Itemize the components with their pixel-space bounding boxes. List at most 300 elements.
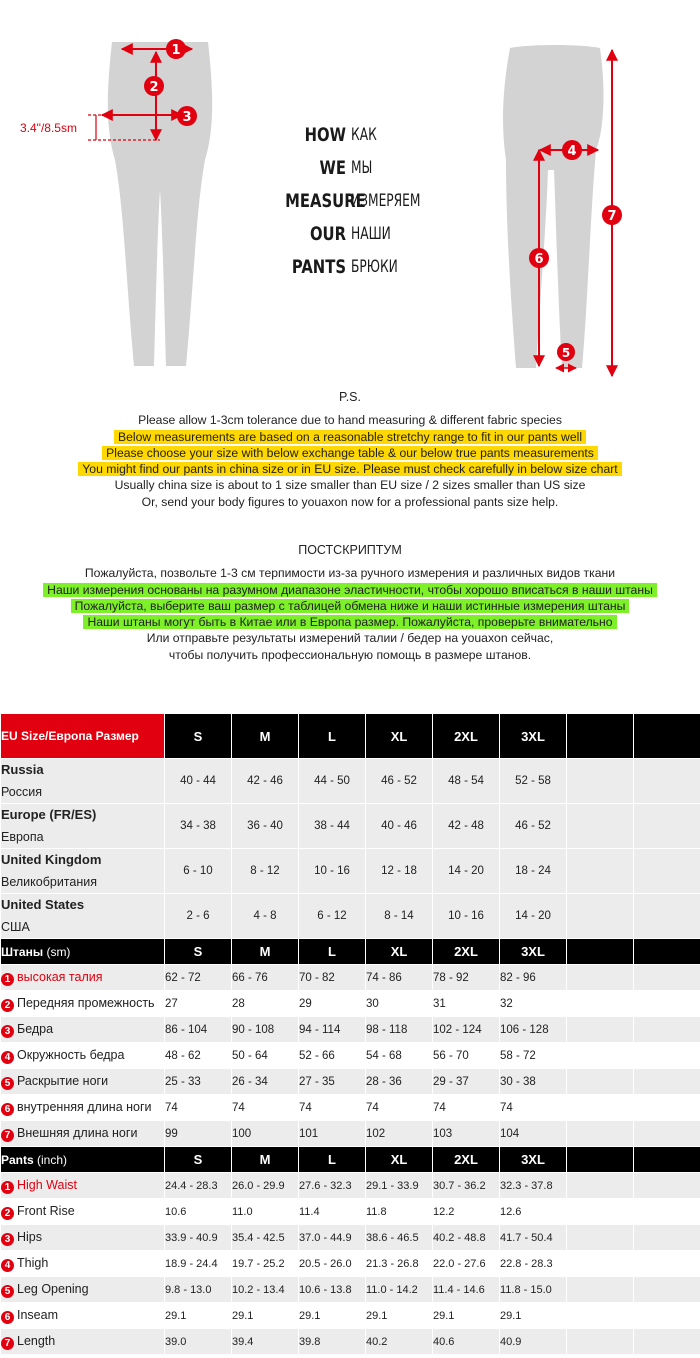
measurement-number-badge: 5 [1,1077,14,1090]
svg-text:1: 1 [171,43,181,58]
svg-text:3: 3 [182,110,192,125]
section-unit: (inch) [33,1152,68,1167]
measurement-value-cell [634,1225,700,1251]
measurement-number-badge: 5 [1,1285,14,1298]
size-value-cell: 40 - 44 [165,759,232,804]
measurement-value-cell: 74 [500,1095,567,1121]
measurement-value-cell [567,1277,634,1303]
size-value-cell [567,759,634,804]
measurement-value-cell: 82 - 96 [500,965,567,991]
measurement-label-cell [1,1095,165,1121]
note-line [0,429,700,445]
size-header-cell: S [165,714,232,759]
measurement-label: Окружность бедра [17,1047,125,1062]
size-header-cell: L [299,939,366,965]
measurement-row [1,1069,700,1095]
header-label-cell: EU Size/Европа Размер [1,714,165,759]
size-value-cell: 36 - 40 [232,804,299,849]
measurement-value-cell [634,1017,700,1043]
measurement-value-cell: 40.2 - 48.8 [433,1225,500,1251]
size-value-cell: 8 - 12 [232,849,299,894]
measurement-value-cell: 30.7 - 36.2 [433,1173,500,1199]
note-text: Usually china size is about to 1 size smaller than EU size / 2 sizes smaller than US size [114,478,586,493]
notes-title: P.S. [338,390,361,404]
note-text: Or, send your body figures to youaxon now for a professional pants size help. [141,494,559,509]
measurement-value-cell: 29.1 [433,1303,500,1329]
measurement-value-cell: 100 [232,1121,299,1147]
measurement-value-cell: 40.6 [433,1329,500,1355]
measurement-value-cell: 39.8 [299,1329,366,1355]
size-value-cell: 38 - 44 [299,804,366,849]
measurement-value-cell: 11.4 - 14.6 [433,1277,500,1303]
measurement-number-badge: 7 [1,1129,14,1142]
measurement-value-cell: 29 - 37 [433,1069,500,1095]
measurement-value-cell: 29.1 [165,1303,232,1329]
measurement-row [1,1199,700,1225]
measurement-value-cell: 11.0 - 14.2 [366,1277,433,1303]
measurement-value-cell [567,1043,634,1069]
size-header-cell [567,714,634,759]
measurement-number-badge: 6 [1,1311,14,1324]
measurement-label-cell [1,965,165,991]
size-header-row [1,939,700,965]
measurement-value-cell: 10.2 - 13.4 [232,1277,299,1303]
measurement-value-cell: 29.1 [500,1303,567,1329]
note-text: Пожалуйста, позвольте 1-3 см терпимости из-за ручного измерения и различных видов ткани [84,566,616,581]
measurement-value-cell: 24.4 - 28.3 [165,1173,232,1199]
measurement-value-cell: 29 [299,991,366,1017]
measurement-row [1,1173,700,1199]
size-header-cell: S [165,939,232,965]
measurement-value-cell: 30 [366,991,433,1017]
measurement-value-cell: 90 - 108 [232,1017,299,1043]
measurement-value-cell: 70 - 82 [299,965,366,991]
measurement-value-cell: 22.8 - 28.3 [500,1251,567,1277]
measurement-value-cell: 39.0 [165,1329,232,1355]
title-row [268,151,448,184]
measurement-value-cell: 10.6 - 13.8 [299,1277,366,1303]
measurement-value-cell: 48 - 62 [165,1043,232,1069]
measurement-value-cell: 11.4 [299,1199,366,1225]
region-label-cell [1,804,165,849]
size-value-cell [634,759,700,804]
measurement-label: Hips [17,1229,43,1244]
measurement-value-cell [567,991,634,1017]
measurement-value-cell: 106 - 128 [500,1017,567,1043]
measurement-value-cell: 58 - 72 [500,1043,567,1069]
measurement-value-cell [634,1121,700,1147]
measurement-value-cell: 29.1 [366,1303,433,1329]
measurement-value-cell [567,1069,634,1095]
size-header-cell: XL [366,714,433,759]
measurement-value-cell [634,1069,700,1095]
measurement-row [1,991,700,1017]
measurement-value-cell: 11.8 - 15.0 [500,1277,567,1303]
size-header-cell [634,1147,700,1173]
measurement-value-cell: 38.6 - 46.5 [366,1225,433,1251]
measurement-value-cell [567,965,634,991]
region-row [1,804,700,849]
note-line [0,445,700,461]
note-line [0,630,700,646]
size-value-cell [634,894,700,939]
measurement-value-cell [634,965,700,991]
size-value-cell: 12 - 18 [366,849,433,894]
measurement-value-cell: 26.0 - 29.9 [232,1173,299,1199]
measurement-value-cell: 37.0 - 44.9 [299,1225,366,1251]
measurement-value-cell [567,1017,634,1043]
measurement-value-cell: 98 - 118 [366,1017,433,1043]
measurement-number-badge: 7 [1,1337,14,1350]
size-value-cell: 40 - 46 [366,804,433,849]
measurement-value-cell: 99 [165,1121,232,1147]
size-header-cell: L [299,714,366,759]
measurement-value-cell: 33.9 - 40.9 [165,1225,232,1251]
title-ru: МЫ [351,157,373,178]
measurement-row [1,1043,700,1069]
region-name-en: Europe (FR/ES) [1,807,97,822]
measurement-value-cell: 56 - 70 [433,1043,500,1069]
size-header-cell: XL [366,939,433,965]
measurement-value-cell [634,1043,700,1069]
measurement-label-cell [1,1043,165,1069]
title-en: WE [319,156,346,179]
region-name-en: United Kingdom [1,852,102,867]
rise-offset-label: 3.4"/8.5sm [20,121,77,135]
note-text: Пожалуйста, выберите ваш размер с таблицей обмена ниже и наши истинные измерения штаны [71,599,630,613]
measurement-value-cell: 35.4 - 42.5 [232,1225,299,1251]
section-title: Pants [1,1152,34,1167]
title-row [268,118,448,151]
measurement-value-cell [567,1173,634,1199]
measurement-value-cell: 40.9 [500,1329,567,1355]
measurement-label-cell [1,1277,165,1303]
size-value-cell: 42 - 48 [433,804,500,849]
measurement-row [1,1017,700,1043]
measurement-label: High Waist [17,1177,77,1192]
note-line [0,494,700,510]
measurement-row [1,1095,700,1121]
measurement-value-cell: 19.7 - 25.2 [232,1251,299,1277]
measurement-value-cell [567,1095,634,1121]
measurement-value-cell: 74 [232,1095,299,1121]
size-value-cell: 8 - 14 [366,894,433,939]
region-name-en: United States [1,897,85,912]
measurement-value-cell: 62 - 72 [165,965,232,991]
size-header-cell: L [299,1147,366,1173]
measurement-value-cell: 26 - 34 [232,1069,299,1095]
size-header-row [1,714,700,759]
size-header-cell: 3XL [500,1147,567,1173]
note-text: You might find our pants in china size or in EU size. Please must check carefully in below size chart [78,462,621,476]
marker-1 [166,39,186,59]
notes-russian [0,542,700,663]
measurement-number-badge: 2 [1,999,14,1012]
measurement-row [1,1121,700,1147]
measurement-row [1,1303,700,1329]
measurement-value-cell: 28 - 36 [366,1069,433,1095]
region-name-en: Russia [1,762,44,777]
measurement-value-cell: 29.1 [232,1303,299,1329]
note-line [0,614,700,630]
measurement-value-cell: 52 - 66 [299,1043,366,1069]
size-header-cell: S [165,1147,232,1173]
measurement-number-badge: 4 [1,1051,14,1064]
measurement-label-cell [1,1251,165,1277]
size-value-cell: 6 - 10 [165,849,232,894]
measurement-label-cell [1,1199,165,1225]
measurement-label-cell [1,991,165,1017]
measurement-value-cell: 20.5 - 26.0 [299,1251,366,1277]
measurement-value-cell [634,1277,700,1303]
marker-6 [529,248,549,268]
size-header-cell: M [232,939,299,965]
measurement-value-cell: 21.3 - 26.8 [366,1251,433,1277]
size-value-cell: 46 - 52 [500,804,567,849]
measurement-label: высокая талия [17,969,103,984]
measurement-value-cell: 29.1 - 33.9 [366,1173,433,1199]
measurement-value-cell: 74 [165,1095,232,1121]
size-value-cell [567,804,634,849]
size-header-cell: 3XL [500,939,567,965]
measurement-value-cell: 12.2 [433,1199,500,1225]
measurement-value-cell [567,1199,634,1225]
size-value-cell: 34 - 38 [165,804,232,849]
measurement-label-cell [1,1017,165,1043]
measurement-value-cell: 27.6 - 32.3 [299,1173,366,1199]
measurement-number-badge: 6 [1,1103,14,1116]
size-chart-table [0,713,700,1355]
marker-5 [557,343,575,361]
title-ru: ИЗМЕРЯЕМ [351,190,421,211]
title-en: PANTS [291,255,346,278]
measurement-value-cell [634,991,700,1017]
measurement-value-cell: 74 [433,1095,500,1121]
measurement-value-cell: 102 [366,1121,433,1147]
measure-figure [0,0,700,390]
section-unit: (sm) [43,944,71,959]
measurement-row [1,1225,700,1251]
size-value-cell: 10 - 16 [299,849,366,894]
measurement-label: Length [17,1333,56,1348]
region-label-cell [1,759,165,804]
region-name-ru: Европа [1,830,44,844]
note-text: чтобы получить профессиональную помощь в размере штанов. [168,647,532,662]
region-row [1,759,700,804]
measurement-value-cell: 78 - 92 [433,965,500,991]
region-row [1,894,700,939]
svg-text:5: 5 [561,346,571,360]
title-ru: НАШИ [351,223,391,244]
note-text: Наши измерения основаны на разумном диапазоне эластичности, чтобы хорошо вписаться в наши штаны [43,583,657,597]
note-line [0,565,700,581]
measurement-value-cell: 27 - 35 [299,1069,366,1095]
title-en: HOW [304,123,346,146]
size-header-cell [567,1147,634,1173]
size-value-cell: 44 - 50 [299,759,366,804]
note-line [0,647,700,663]
header-label-cell [1,939,165,965]
measurement-value-cell [567,1329,634,1355]
note-text: Please choose your size with below exchange table & our below true pants measurements [102,446,598,460]
measurement-label-cell [1,1225,165,1251]
measurement-label-cell [1,1329,165,1355]
region-name-ru: США [1,920,30,934]
title-ru: КАК [351,124,377,145]
size-header-cell [634,939,700,965]
measurement-value-cell [567,1121,634,1147]
measurement-label: Leg Opening [17,1281,89,1296]
measurement-label: внутренняя длина ноги [17,1099,152,1114]
measurement-label: Внешняя длина ноги [17,1125,138,1140]
measurement-value-cell: 27 [165,991,232,1017]
measurement-number-badge: 4 [1,1259,14,1272]
measurement-value-cell: 25 - 33 [165,1069,232,1095]
size-value-cell [567,849,634,894]
measurement-value-cell: 32.3 - 37.8 [500,1173,567,1199]
size-value-cell: 2 - 6 [165,894,232,939]
notes-english [0,389,700,510]
measurement-value-cell [634,1095,700,1121]
region-label-cell [1,849,165,894]
measurement-value-cell: 94 - 114 [299,1017,366,1043]
measurement-value-cell: 29.1 [299,1303,366,1329]
size-value-cell: 52 - 58 [500,759,567,804]
how-we-measure-title [268,118,448,283]
back-pants-silhouette [503,45,603,368]
size-value-cell [634,849,700,894]
svg-text:2: 2 [149,80,159,95]
measurement-value-cell: 11.8 [366,1199,433,1225]
measurement-value-cell: 86 - 104 [165,1017,232,1043]
measurement-value-cell: 10.6 [165,1199,232,1225]
measurement-value-cell: 40.2 [366,1329,433,1355]
size-header-cell: 2XL [433,714,500,759]
measurement-number-badge: 2 [1,1207,14,1220]
measurement-value-cell [567,1303,634,1329]
size-value-cell: 10 - 16 [433,894,500,939]
measurement-row [1,1277,700,1303]
measurement-row [1,1329,700,1355]
measurement-label-cell [1,1173,165,1199]
measurement-label: Передняя промежность [17,995,155,1010]
measurement-number-badge: 3 [1,1233,14,1246]
measurement-row [1,1251,700,1277]
measurement-value-cell: 74 - 86 [366,965,433,991]
svg-text:7: 7 [607,209,617,224]
title-row [268,217,448,250]
svg-text:6: 6 [534,252,544,267]
measurement-value-cell [634,1199,700,1225]
measurement-value-cell [634,1329,700,1355]
note-text: Наши штаны могут быть в Китае или в Европа размер. Пожалуйста, проверьте внимательно [83,615,616,629]
measurement-label: Inseam [17,1307,58,1322]
measurement-value-cell: 12.6 [500,1199,567,1225]
size-value-cell: 46 - 52 [366,759,433,804]
size-header-cell [634,714,700,759]
size-value-cell: 14 - 20 [433,849,500,894]
size-header-cell: M [232,714,299,759]
svg-text:4: 4 [567,144,577,159]
measurement-value-cell: 30 - 38 [500,1069,567,1095]
measurement-value-cell [634,1173,700,1199]
measurement-label: Бедра [17,1021,54,1036]
measurement-value-cell: 101 [299,1121,366,1147]
size-value-cell: 18 - 24 [500,849,567,894]
header-label-cell [1,1147,165,1173]
title-row [268,184,448,217]
measurement-number-badge: 1 [1,1181,14,1194]
note-line [0,461,700,477]
measurement-value-cell [567,1225,634,1251]
size-header-cell: XL [366,1147,433,1173]
measurement-label-cell [1,1069,165,1095]
measurement-label: Раскрытие ноги [17,1073,109,1088]
size-value-cell [567,894,634,939]
title-en: MEASURE [285,189,366,212]
measurement-value-cell: 41.7 - 50.4 [500,1225,567,1251]
measurement-number-badge: 3 [1,1025,14,1038]
note-line [0,582,700,598]
size-value-cell: 4 - 8 [232,894,299,939]
measurement-value-cell: 31 [433,991,500,1017]
title-ru: БРЮКИ [351,256,398,277]
measurement-value-cell: 22.0 - 27.6 [433,1251,500,1277]
size-header-row [1,1147,700,1173]
measurement-value-cell [634,1251,700,1277]
size-header-cell [567,939,634,965]
note-line [0,412,700,428]
measurement-label-cell [1,1303,165,1329]
measurement-label: Front Rise [17,1203,75,1218]
measurement-value-cell: 11.0 [232,1199,299,1225]
measurement-value-cell: 74 [366,1095,433,1121]
region-name-ru: Россия [1,785,42,799]
note-line [0,598,700,614]
note-text: Please allow 1-3cm tolerance due to hand measuring & different fabric species [138,413,562,428]
marker-7 [602,205,622,225]
section-title: Штаны [1,944,44,959]
measurement-row [1,965,700,991]
size-value-cell: 6 - 12 [299,894,366,939]
note-line [0,477,700,493]
size-value-cell: 42 - 46 [232,759,299,804]
measurement-value-cell [567,1251,634,1277]
region-label-cell [1,894,165,939]
measurement-number-badge: 1 [1,973,14,986]
measurement-value-cell: 102 - 124 [433,1017,500,1043]
region-row [1,849,700,894]
size-value-cell: 14 - 20 [500,894,567,939]
marker-4 [562,140,582,160]
measurement-value-cell: 104 [500,1121,567,1147]
measurement-value-cell: 18.9 - 24.4 [165,1251,232,1277]
measurement-value-cell: 32 [500,991,567,1017]
size-header-cell: 2XL [433,1147,500,1173]
title-row [268,250,448,283]
marker-3 [177,106,197,126]
size-value-cell: 48 - 54 [433,759,500,804]
marker-2 [144,76,164,96]
measurement-value-cell: 39.4 [232,1329,299,1355]
notes-title: ПОСТСКРИПТУМ [298,543,402,557]
measurement-value-cell [634,1303,700,1329]
measurement-label-cell [1,1121,165,1147]
note-text: Below measurements are based on a reasonable stretchy range to fit in our pants well [114,430,586,444]
size-header-cell: 3XL [500,714,567,759]
measurement-value-cell: 74 [299,1095,366,1121]
title-en: OUR [309,222,346,245]
